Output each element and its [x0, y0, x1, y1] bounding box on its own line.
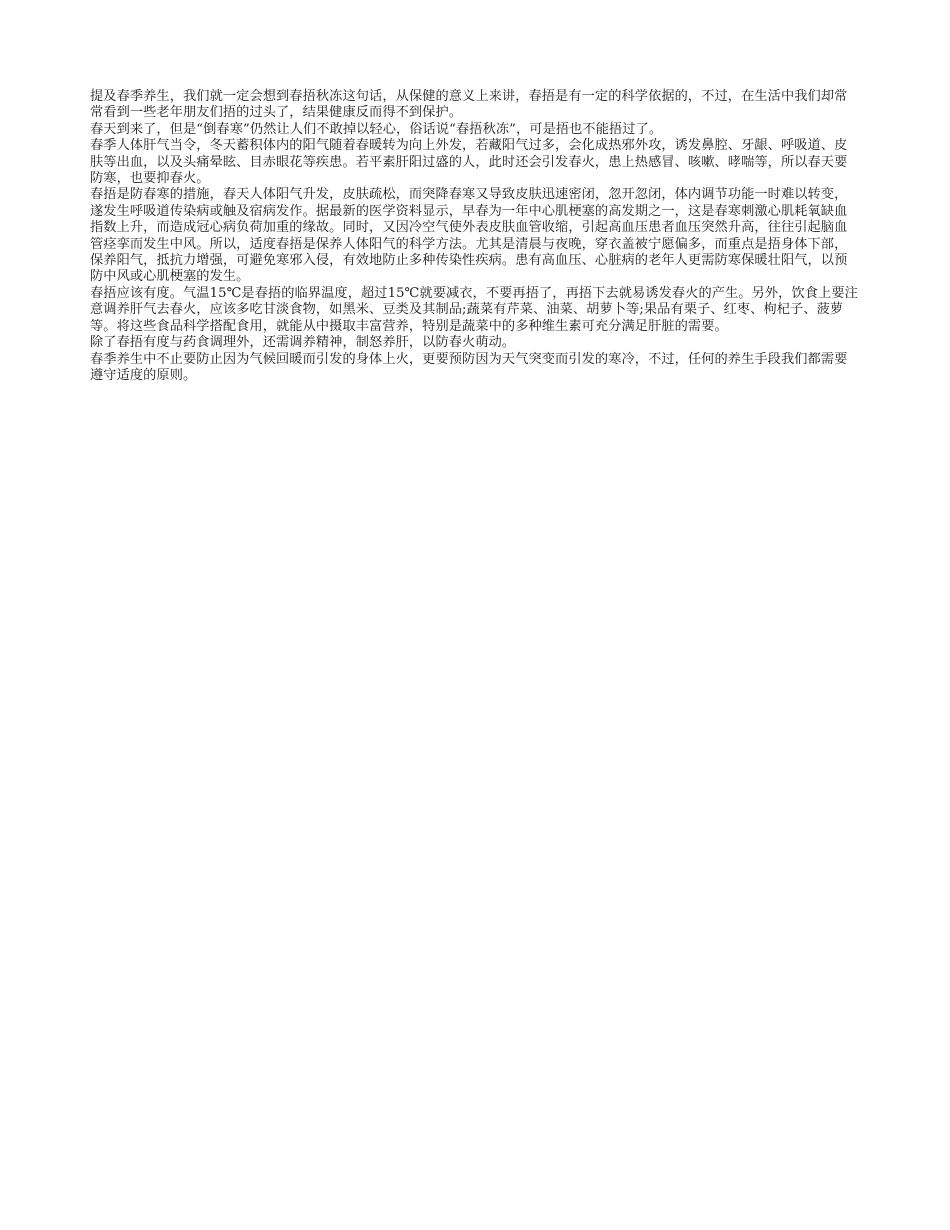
document-body: [90, 89, 860, 384]
paragraph-spring-covering: 春捂是防春寒的措施，春天人体阳气升发，皮肤疏松，而突降春寒又导致皮肤迅速密闭，忽开忽闭，体内调节功能一时难以转变，遂发生呼吸道传染病或触及宿病发作。据最新的医学资料显示，早春为一年中心肌梗塞的高发期之一，这是春寒刺激心肌耗氧缺血指数上升，而造成冠心病负荷加重的缘故。同时，又因冷空气使外表皮肤血管收缩，引起高血压患者血压突然升高，往往引起脑血管痉挛而发生中风。所以，适度春捂是保养人体阳气的科学方法。尤其是清晨与夜晚，穿衣盖被宁愿偏多，而重点是捂身体下部，保养阳气，抵抗力增强，可避免寒邪入侵，有效地防止多种传染性疾病。患有高血压、心脏病的老年人更需防寒保暖壮阳气，以预防中风或心肌梗塞的发生。: [90, 187, 848, 285]
paragraph-conclusion: 春季养生中不止要防止因为气候回暖而引发的身体上火，更要预防因为天气突变而引发的寒冷，不过，任何的养生手段我们都需要遵守适度的原则。: [90, 351, 848, 383]
paragraph-spirit: 除了春捂有度与药食调理外，还需调养精神，制怒养肝，以防春火萌动。: [90, 335, 516, 351]
paragraph-spring-cold: 春天到来了，但是“倒春寒”仍然让人们不敢掉以轻心，俗话说“春捂秋冻”，可是捂也不能捂过了。: [90, 121, 663, 137]
paragraph-intro: 提及春季养生，我们就一定会想到春捂秋冻这句话，从保健的意义上来讲，春捂是有一定的科学依据的，不过，在生活中我们却常常看到一些老年朋友们捂的过头了，结果健康反而得不到保护。: [90, 89, 848, 121]
paragraph-liver-qi: 春季人体肝气当令，冬天蓄积体内的阳气随着春暖转为向上外发，若藏阳气过多，会化成热邪外攻，诱发鼻腔、牙龈、呼吸道、皮肤等出血，以及头痛晕眩、目赤眼花等疾患。若平素肝阳过盛的人，此时还会引发春火，患上热感冒、咳嗽、哮喘等，所以春天要防寒，也要抑春火。: [90, 138, 848, 187]
paragraph-moderation: 春捂应该有度。气温15℃是春捂的临界温度，超过15℃就要减衣，不要再捂了，再捂下去就易诱发春火的产生。另外，饮食上要注意调养肝气去春火，应该多吃甘淡食物，如黑米、豆类及其制品;蔬菜有芹菜、油菜、胡萝卜等;果品有栗子、红枣、枸杞子、菠萝等。将这些食品科学搭配食用，就能从中摄取丰富营养，特别是蔬菜中的多种维生素可充分满足肝脏的需要。: [90, 285, 858, 334]
